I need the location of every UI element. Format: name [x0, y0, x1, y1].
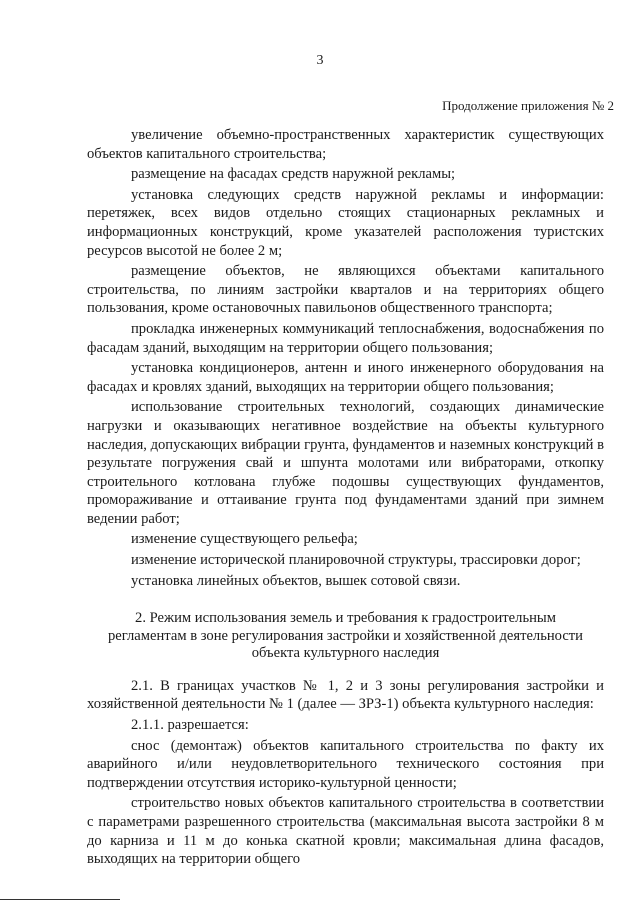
clause-paragraph: снос (демонтаж) объектов капитального строительства по факту их аварийного и/или неудовлетворительного технического состояния при подтверждении отсутствия историко-культурной ценности;	[87, 737, 604, 791]
list-item: размещение на фасадах средств наружной рекламы;	[131, 166, 456, 183]
clause-paragraph: строительство новых объектов капитального строительства в соответствии с параметрами разрешенного строительства (максимальная высота застройки 8 м до карниза и 11 м до конька скатной кровли; максимальная длина фасадов, выходящих на территории общего	[87, 795, 604, 868]
section-heading: 2. Режим использования земель и требования к градостроительным регламентам в зоне регулирования застройки и хозяйственной деятельности объекта культурного наследия	[108, 610, 583, 662]
list-item: установка линейных объектов, вышек сотовой связи.	[131, 572, 461, 589]
document-body	[87, 126, 604, 871]
list-item: изменение исторической планировочной структуры, трассировки дорог;	[131, 552, 581, 569]
list-item: размещение объектов, не являющихся объектами капитального строительства, по линиям застройки кварталов и на территориях общего пользования, кроме остановочных павильонов общественного транспорта;	[87, 263, 604, 317]
clause-paragraph: 2.1.1. разрешается:	[131, 716, 249, 733]
list-item: изменение существующего рельефа;	[131, 531, 358, 548]
continuation-label: Продолжение приложения № 2	[442, 98, 614, 113]
clause-paragraph: 2.1. В границах участков № 1, 2 и 3 зоны регулирования застройки и хозяйственной деятельности № 1 (далее — ЗРЗ-1) объекта культурного наследия:	[87, 677, 604, 713]
list-item: использование строительных технологий, создающих динамические нагрузки и оказывающих негативное воздействие на объекты культурного наследия, допускающих вибрации грунта, фундаментов и наземных конструкций в результате погружения свай и шпунта молотами или вибраторами, откопку строительного котлована глубже подошвы существующих фундаментов, промораживание и оттаивание грунта под фундаментами зданий при зимнем ведении работ;	[87, 399, 605, 527]
list-item: прокладка инженерных коммуникаций теплоснабжения, водоснабжения по фасадам зданий, выходящим на территории общего пользования;	[87, 320, 604, 356]
page-number: 3	[316, 53, 324, 68]
footnote-divider	[0, 899, 120, 900]
list-item: установка следующих средств наружной рекламы и информации: перетяжек, всех видов отдельно стоящих стационарных рекламных и информационных конструкций, кроме указателей расположения туристских ресурсов высотой не более 2 м;	[87, 186, 604, 259]
list-item: установка кондиционеров, антенн и иного инженерного оборудования на фасадах и кровлях зданий, выходящих на территории общего пользования;	[87, 360, 604, 395]
list-item: увеличение объемно-пространственных характеристик существующих объектов капитального строительства;	[87, 127, 604, 162]
